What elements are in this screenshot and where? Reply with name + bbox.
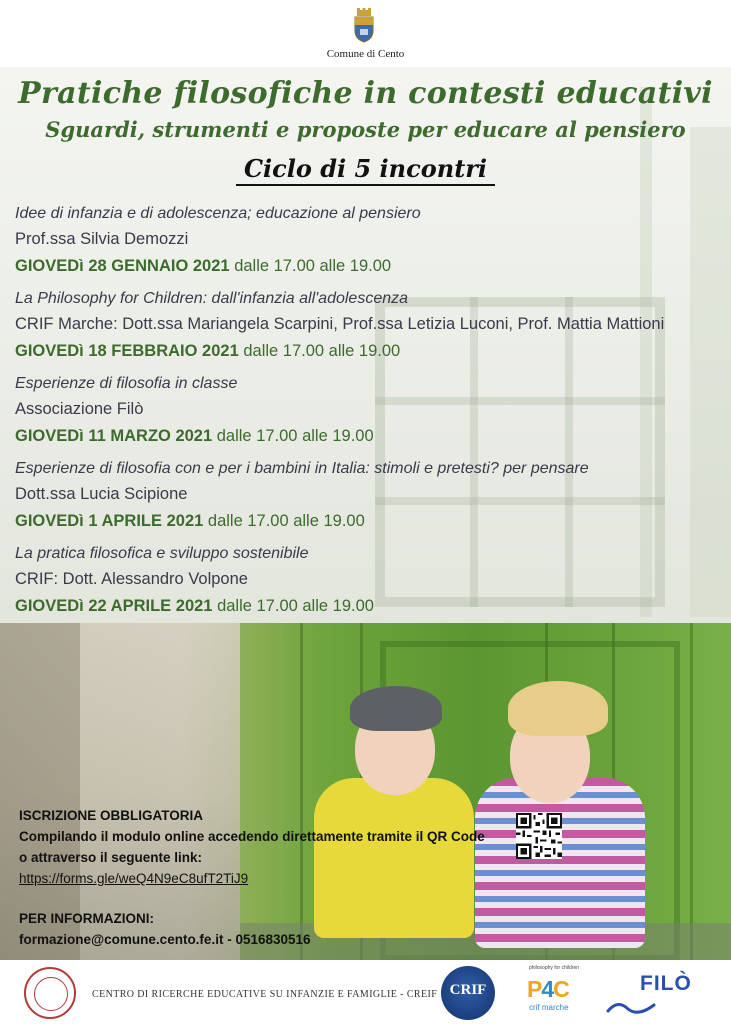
municipality-name: Comune di Cento bbox=[326, 48, 405, 60]
page-subtitle: Sguardi, strumenti e proposte per educare al pensiero bbox=[45, 117, 686, 142]
event-date: GIOVEDì 18 FEBBRAIO 2021 bbox=[15, 342, 239, 360]
event-date: GIOVEDì 22 APRILE 2021 bbox=[15, 597, 213, 615]
event-item bbox=[15, 201, 725, 280]
event-topic: Esperienze di filosofia con e per i bambini in Italia: stimoli e pretesti? per pensare bbox=[15, 460, 589, 477]
event-datetime bbox=[15, 592, 725, 620]
event-speaker: Prof.ssa Silvia Demozzi bbox=[15, 230, 189, 248]
event-datetime bbox=[15, 252, 725, 280]
event-speaker: Dott.ssa Lucia Scipione bbox=[15, 485, 188, 503]
contact-heading: PER INFORMAZIONI: bbox=[19, 911, 154, 926]
event-date: GIOVEDì 28 GENNAIO 2021 bbox=[15, 257, 230, 275]
p4c-letter-p: P bbox=[527, 976, 542, 1002]
event-speaker: Associazione Filò bbox=[15, 400, 144, 418]
event-item bbox=[15, 456, 725, 535]
event-time: dalle 17.00 alle 19.00 bbox=[217, 597, 374, 615]
p4c-wordmark bbox=[527, 976, 569, 1003]
crest-icon bbox=[352, 7, 376, 43]
event-time: dalle 17.00 alle 19.00 bbox=[207, 512, 365, 530]
event-time: dalle 17.00 alle 19.00 bbox=[216, 427, 374, 445]
qr-code-icon[interactable] bbox=[516, 813, 562, 859]
crif-logo bbox=[441, 966, 495, 1020]
event-topic: La Philosophy for Children: dall'infanzia all'adolescenza bbox=[15, 290, 409, 307]
event-datetime bbox=[15, 507, 725, 535]
registration-link[interactable]: https://forms.gle/weQ4N9eC8ufT2TiJ9 bbox=[19, 871, 249, 886]
p4c-subtitle: crif marche bbox=[529, 1003, 569, 1012]
contact-email[interactable]: formazione@comune.cento.fe.it bbox=[19, 932, 224, 947]
boy-figure bbox=[300, 653, 490, 953]
girl-figure bbox=[470, 653, 670, 953]
event-item bbox=[15, 286, 725, 365]
p4c-digit-4: 4 bbox=[541, 976, 554, 1002]
event-topic: La pratica filosofica e sviluppo sostenibile bbox=[15, 545, 309, 562]
event-time: dalle 17.00 alle 19.00 bbox=[234, 257, 392, 275]
event-datetime bbox=[15, 422, 725, 450]
event-speaker: CRIF Marche: Dott.ssa Mariangela Scarpini, Prof.ssa Letizia Luconi, Prof. Mattia Mattioni bbox=[15, 315, 665, 333]
event-topic: Esperienze di filosofia in classe bbox=[15, 375, 238, 392]
event-date: GIOVEDì 11 MARZO 2021 bbox=[15, 427, 213, 445]
event-time: dalle 17.00 alle 19.00 bbox=[243, 342, 401, 360]
children-photo bbox=[0, 623, 731, 960]
contact-line bbox=[19, 932, 311, 947]
registration-instructions-2: o attraverso il seguente link: bbox=[19, 850, 203, 865]
event-datetime bbox=[15, 337, 725, 365]
header bbox=[0, 0, 731, 67]
contact-phone: - 0516830516 bbox=[223, 932, 311, 947]
event-item bbox=[15, 541, 725, 620]
page-title: Pratiche filosofiche in contesti educativi bbox=[18, 76, 713, 111]
p4c-letter-c: C bbox=[553, 976, 569, 1002]
registration-heading: ISCRIZIONE OBBLIGATORIA bbox=[19, 808, 204, 823]
p4c-logo bbox=[525, 965, 583, 1020]
crif-logo-text: CRIF bbox=[449, 982, 487, 998]
filo-logo-text: FILÒ bbox=[640, 972, 692, 995]
event-topic: Idee di infanzia e di adolescenza; educazione al pensiero bbox=[15, 205, 421, 222]
university-seal-icon bbox=[24, 967, 76, 1019]
p4c-tagline: philosophy for children bbox=[528, 965, 580, 971]
cycle-title bbox=[0, 154, 731, 183]
creif-name: CENTRO DI RICERCHE EDUCATIVE SU INFANZIE E FAMIGLIE - CREIF bbox=[92, 989, 438, 1000]
filo-swoosh-icon bbox=[606, 995, 656, 1017]
registration-instructions: Compilando il modulo online accedendo direttamente tramite il QR Code bbox=[19, 829, 485, 844]
event-item bbox=[15, 371, 725, 450]
event-speaker: CRIF: Dott. Alessandro Volpone bbox=[15, 570, 248, 588]
event-date: GIOVEDì 1 APRILE 2021 bbox=[15, 512, 204, 530]
cycle-title-text: Ciclo di 5 incontri bbox=[236, 154, 495, 186]
